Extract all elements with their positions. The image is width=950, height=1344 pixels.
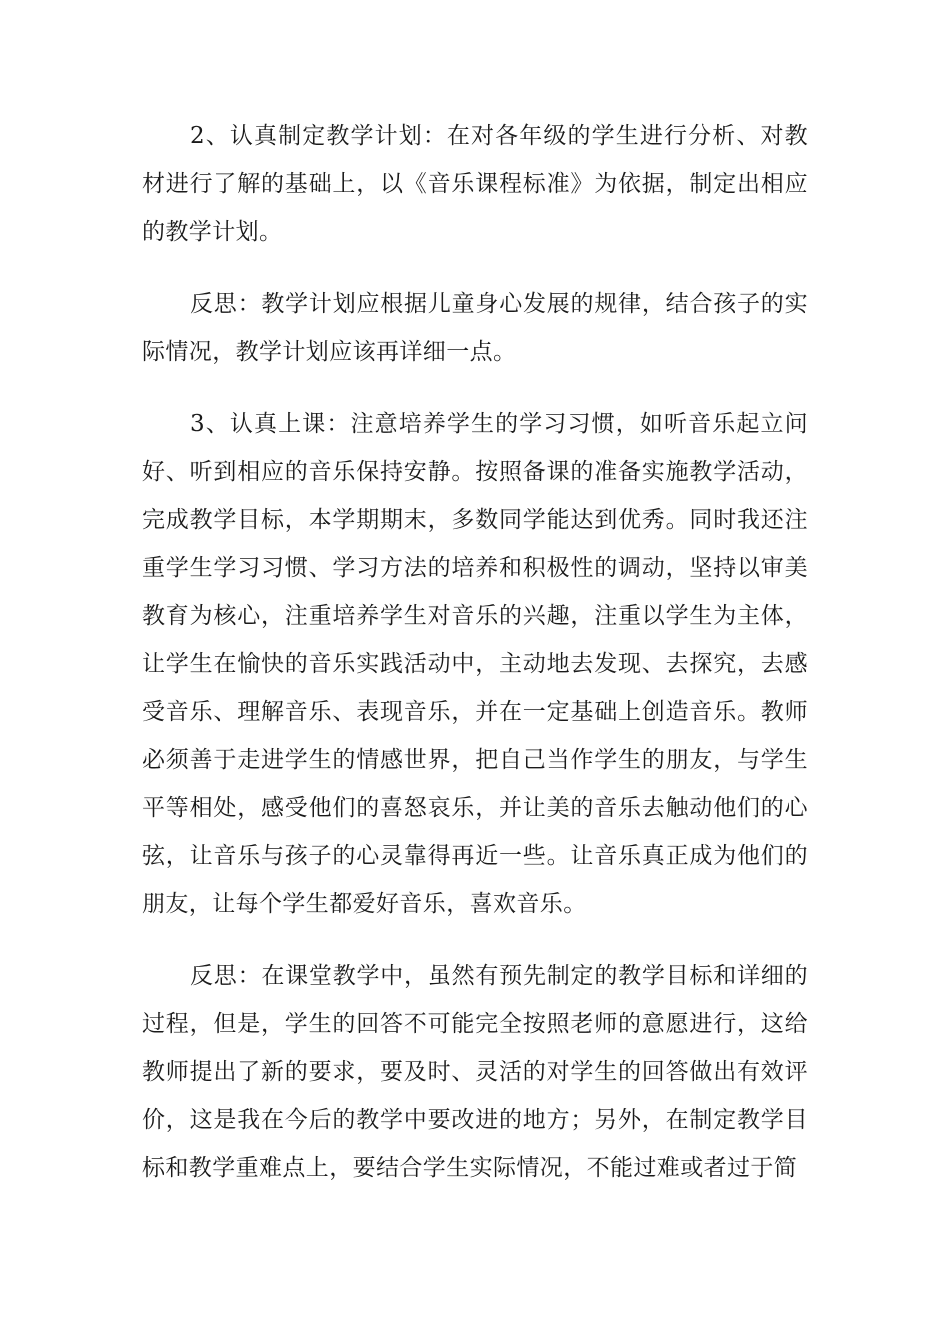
document-body <box>142 112 808 1216</box>
paragraph-teaching-plan: 2、认真制定教学计划：在对各年级的学生进行分析、对教材进行了解的基础上，以《音乐课程标准》为依据，制定出相应的教学计划。 <box>142 123 808 245</box>
paragraph-plan-reflection: 反思：教学计划应根据儿童身心发展的规律，结合孩子的实际情况，教学计划应该再详细一点。 <box>142 291 808 365</box>
paragraph-class-reflection: 反思：在课堂教学中，虽然有预先制定的教学目标和详细的过程，但是，学生的回答不可能完全按照老师的意愿进行，这给教师提出了新的要求，要及时、灵活的对学生的回答做出有效评价，这是我在今后的教学中要改进的地方；另外，在制定教学目标和教学重难点上，要结合学生实际情况，不能过难或者过于简 <box>142 963 808 1181</box>
paragraph-classes: 3、认真上课：注意培养学生的学习习惯，如听音乐起立问好、听到相应的音乐保持安静。按照备课的准备实施教学活动，完成教学目标，本学期期末，多数同学能达到优秀。同时我还注重学生学习习惯、学习方法的培养和积极性的调动，坚持以审美教育为核心，注重培养学生对音乐的兴趣，注重以学生为主体，让学生在愉快的音乐实践活动中，主动地去发现、去探究，去感受音乐、理解音乐、表现音乐，并在一定基础上创造音乐。教师必须善于走进学生的情感世界，把自己当作学生的朋友，与学生平等相处，感受他们的喜怒哀乐，并让美的音乐去触动他们的心弦，让音乐与孩子的心灵靠得再近一些。让音乐真正成为他们的朋友，让每个学生都爱好音乐，喜欢音乐。 <box>142 411 808 917</box>
